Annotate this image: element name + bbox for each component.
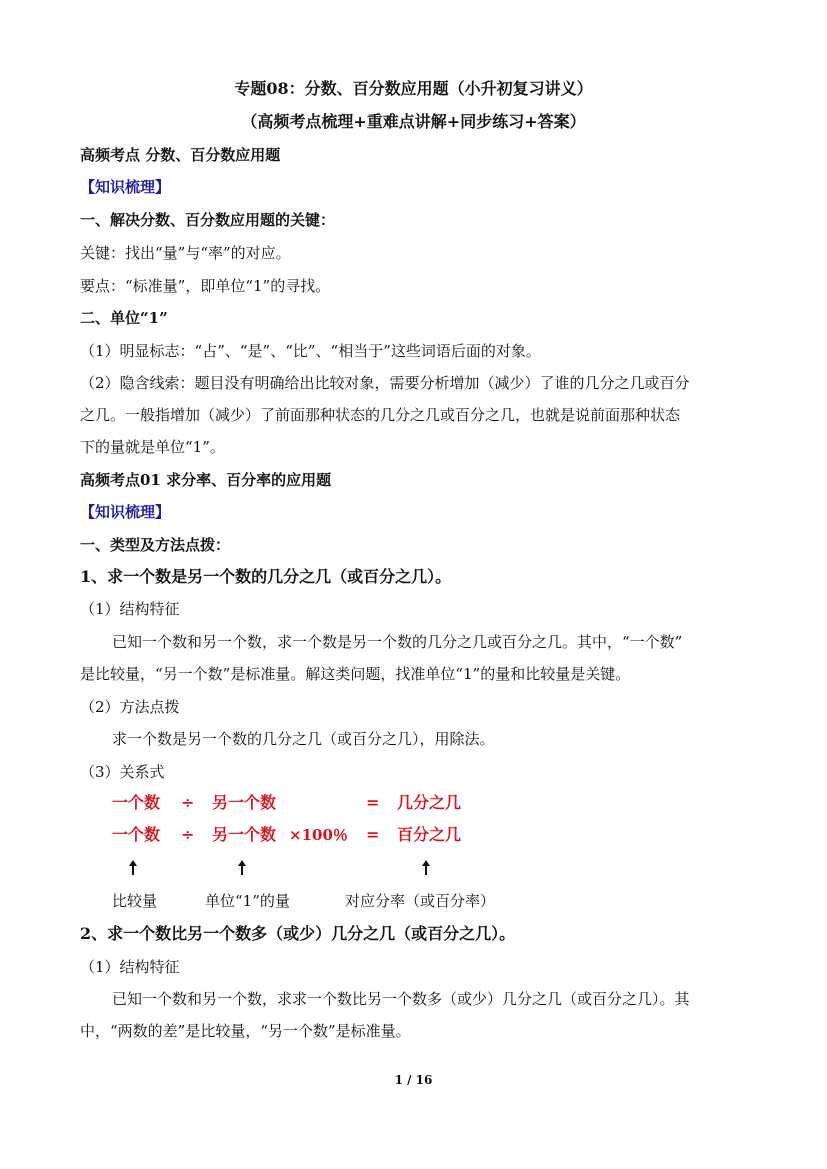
formula-term: 一个数 — [112, 825, 161, 844]
page-number: 1 / 16 — [394, 1073, 433, 1087]
subheading: 二、单位“1” — [80, 309, 168, 327]
formula-operator: ÷ — [181, 825, 195, 844]
formula-term: 另一个数 — [212, 793, 277, 812]
subheading: 一、类型及方法点拨： — [80, 536, 231, 554]
page-title: 专题08：分数、百分数应用题（小升初复习讲义） — [234, 79, 593, 98]
formula-label: 比较量 — [112, 892, 158, 910]
formula-term: 另一个数 — [212, 825, 277, 844]
formula-equals: = — [366, 825, 380, 844]
paragraph: 下的量就是单位“1”。 — [80, 438, 225, 456]
formula-operator: ÷ — [181, 793, 195, 812]
paragraph: 之几。一般指增加（减少）了前面那种状态的几分之几或百分之几，也就是说前面那种状态 — [80, 406, 681, 424]
item-title: 1、求一个数是另一个数的几分之几（或百分之几）。 — [80, 567, 452, 586]
formula-result: 百分之几 — [397, 825, 462, 844]
paragraph: 是比较量，“另一个数”是标准量。解这类问题，找准单位“1”的量和比较量是关键。 — [80, 665, 631, 683]
formula-multiplier: ×100％ — [289, 826, 348, 844]
paragraph: （2）隐含线索：题目没有明确给出比较对象，需要分析增加（减少）了谁的几分之几或百分 — [80, 374, 690, 392]
subheading: 一、解决分数、百分数应用题的关键： — [80, 211, 336, 229]
paragraph: 中，“两数的差”是比较量，“另一个数”是标准量。 — [80, 1022, 411, 1040]
formula-term: 一个数 — [112, 793, 161, 812]
item-title: 2、求一个数比另一个数多（或少）几分之几（或百分之几）。 — [80, 924, 516, 943]
item-subtitle: （3）关系式 — [80, 763, 165, 781]
paragraph: （1）明显标志：“占”、“是”、“比”、“相当于”这些词语后面的对象。 — [80, 342, 541, 360]
formula-equals: = — [366, 793, 380, 812]
section-heading: 高频考点 分数、百分数应用题 — [80, 146, 281, 164]
arrow-up-icon — [420, 860, 432, 876]
knowledge-tag: 【知识梳理】 — [80, 178, 171, 196]
paragraph: 已知一个数和另一个数，求求一个数比另一个数多（或少）几分之几（或百分之几）。其 — [112, 990, 690, 1008]
formula-label: 单位“1”的量 — [205, 892, 290, 910]
knowledge-tag: 【知识梳理】 — [80, 503, 171, 521]
section-heading: 高频考点01 求分率、百分率的应用题 — [80, 471, 332, 489]
paragraph: 已知一个数和另一个数，求一个数是另一个数的几分之几或百分之几。其中，“一个数” — [112, 633, 683, 651]
paragraph: 要点：“标准量”，即单位“1”的寻找。 — [80, 277, 331, 295]
arrow-up-icon — [127, 860, 139, 876]
item-subtitle: （2）方法点拨 — [80, 698, 180, 716]
formula-label: 对应分率（或百分率） — [345, 892, 496, 910]
item-subtitle: （1）结构特征 — [80, 600, 180, 618]
formula-result: 几分之几 — [397, 793, 462, 812]
paragraph: 求一个数是另一个数的几分之几（或百分之几），用除法。 — [112, 730, 495, 748]
page-subtitle: （高频考点梳理+重难点讲解+同步练习+答案） — [241, 112, 586, 131]
paragraph: 关键：找出“量”与“率”的对应。 — [80, 244, 291, 262]
item-subtitle: （1）结构特征 — [80, 958, 180, 976]
arrow-up-icon — [236, 860, 248, 876]
